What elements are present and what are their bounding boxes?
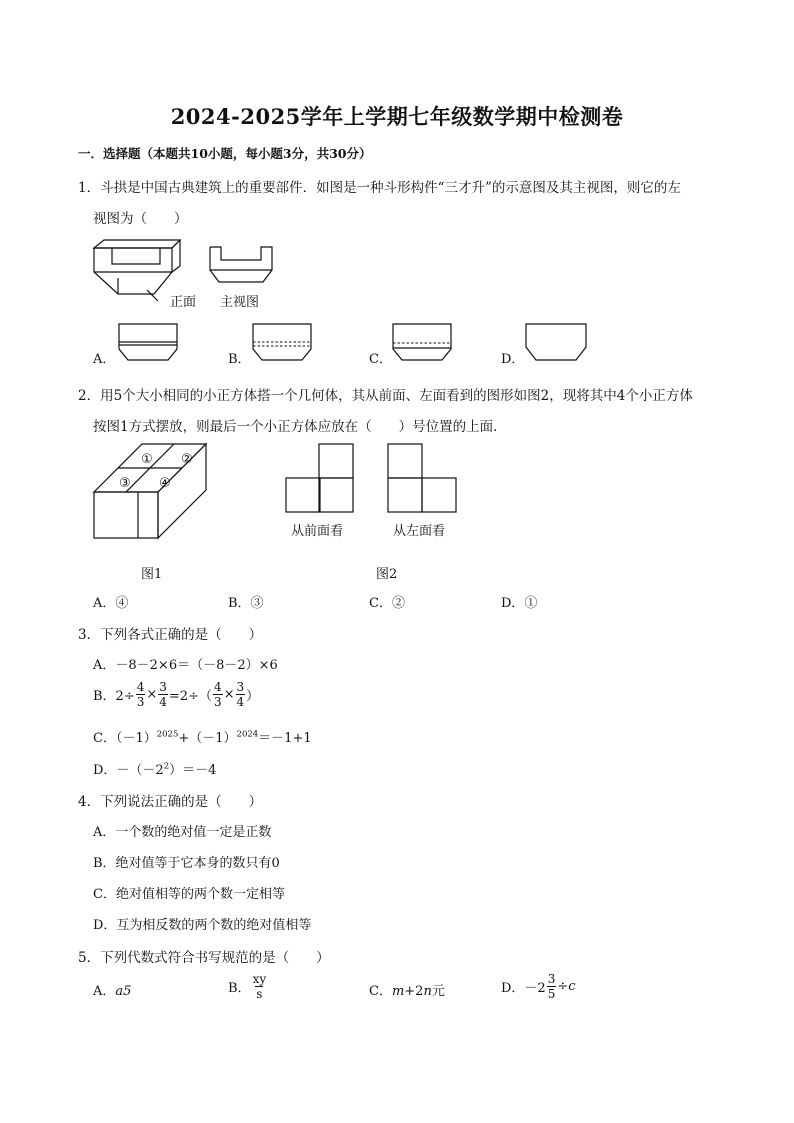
figure-2-caption: 图2 [376,567,398,582]
q3-option-a[interactable]: A．－8－2×6＝（－8－2）×6 [93,658,278,673]
q5-a-expression: a5 [115,984,132,999]
q1-stem-line1: 1．斗拱是中国古典建筑上的重要部件．如图是一种斗形构件“三才升”的示意图及其主视图，则它的左 [78,180,681,196]
section-heading: 一．选择题（本题共10小题，每小题3分，共30分） [78,146,372,161]
q2-option-b[interactable]: B．③ [228,596,264,611]
q1-option-c-figure [392,323,452,361]
q4-stem: 4．下列说法正确的是（ ） [78,794,263,810]
label-front: 正面 [170,295,197,310]
q3-d-part-1: D．－（－2 [93,763,164,778]
q2-left-view-figure [387,443,457,513]
page-title: 2024-2025学年上学期七年级数学期中检测卷 [170,104,624,129]
q3-c-part-3: ＝－1+1 [258,731,312,746]
q3-b-prefix: B．2÷ [93,689,135,704]
q1-option-a-figure [118,323,178,361]
q2-stem-line1: 2．用5个大小相同的小正方体搭一个几何体，其从前面、左面看到的图形如图2，现将其中4个小正方体 [78,388,693,404]
label-left-view: 从左面看 [393,524,446,539]
q5-option-d[interactable] [501,973,576,1000]
q5-a-prefix: A． [93,984,116,999]
q3-c-part-1: C．（－1） [93,731,157,746]
q5-d-var-c: c [568,979,576,994]
q5-c-var-n: n [423,984,432,999]
q3-b-fraction-2: $\frac{3}{4}$ [159,680,167,709]
q4-option-a[interactable]: A．一个数的绝对值一定是正数 [93,825,272,840]
q4-option-d[interactable]: D．互为相反数的两个数的绝对值相等 [93,918,312,933]
q4-option-b[interactable]: B．绝对值等于它本身的数只有0 [93,856,280,871]
cube-mark-2: ② [181,452,193,467]
q5-d-divide: ÷ [557,979,569,994]
q5-c-unit: 元 [431,984,445,999]
q3-c-part-2: +（－1） [178,731,237,746]
q3-b-fraction-3: $\frac{4}{3}$ [213,680,222,709]
q5-b-fraction: $\frac{xy}{s}$ [252,972,267,1001]
q1-option-b[interactable]: B． [228,352,251,367]
q1-option-d[interactable]: D． [501,352,525,367]
q1-stem-line2: 视图为（ ） [93,211,188,227]
cube-mark-1: ① [141,452,153,467]
q3-b-fraction-1: $\frac{4}{3}$ [136,680,145,709]
label-front-view: 从前面看 [291,524,344,539]
q4-option-c[interactable]: C．绝对值相等的两个数一定相等 [93,887,285,902]
q5-option-b[interactable] [228,973,268,1000]
q2-option-a[interactable]: A．④ [93,596,129,611]
q3-b-times-2: × [223,687,235,702]
q3-b-times-1: × [146,687,158,702]
q3-option-c[interactable] [93,727,312,746]
q1-option-d-figure [525,323,587,361]
q3-b-fraction-4: $\frac{3}{4}$ [236,680,245,709]
q2-option-d[interactable]: D．① [501,596,538,611]
cube-mark-3: ③ [119,476,131,491]
q3-c-exponent-1: 2025 [156,729,179,740]
q5-d-prefix: D．－2 [501,981,546,996]
q5-option-a[interactable] [93,980,131,999]
q2-option-c[interactable]: C．② [369,596,405,611]
q2-figure-1-cubes [93,443,213,540]
q5-c-var-m: m [391,984,405,999]
label-main-view: 主视图 [220,295,260,310]
q3-stem: 3．下列各式正确的是（ ） [78,627,263,643]
q1-main-view-figure [209,246,273,286]
q3-d-part-2: ）＝－4 [169,763,217,778]
q5-b-prefix: B． [228,981,251,996]
q1-option-c[interactable]: C． [369,352,392,367]
q3-d-exponent: 2 [163,761,170,772]
q1-option-a[interactable]: A． [93,352,116,367]
q5-d-fraction: $\frac{3}{5}$ [547,972,556,1001]
q3-option-b[interactable] [93,681,259,708]
q5-option-c[interactable] [369,980,445,999]
q1-option-b-figure [252,323,312,361]
q3-b-mid: =2÷（ [168,689,212,704]
q2-stem-line2: 按图1方式摆放，则最后一个小正方体应放在（ ）号位置的上面． [93,419,507,435]
figure-1-caption: 图1 [141,567,163,582]
q5-stem: 5．下列代数式符合书写规范的是（ ） [78,950,330,966]
q5-c-plus: +2 [404,984,424,999]
q3-c-exponent-2: 2024 [236,729,259,740]
q3-option-d[interactable] [93,759,216,778]
q3-b-suffix: ） [246,689,260,704]
q5-c-prefix: C． [369,984,392,999]
q2-front-view-figure [285,443,355,513]
cube-mark-4: ④ [159,476,171,491]
